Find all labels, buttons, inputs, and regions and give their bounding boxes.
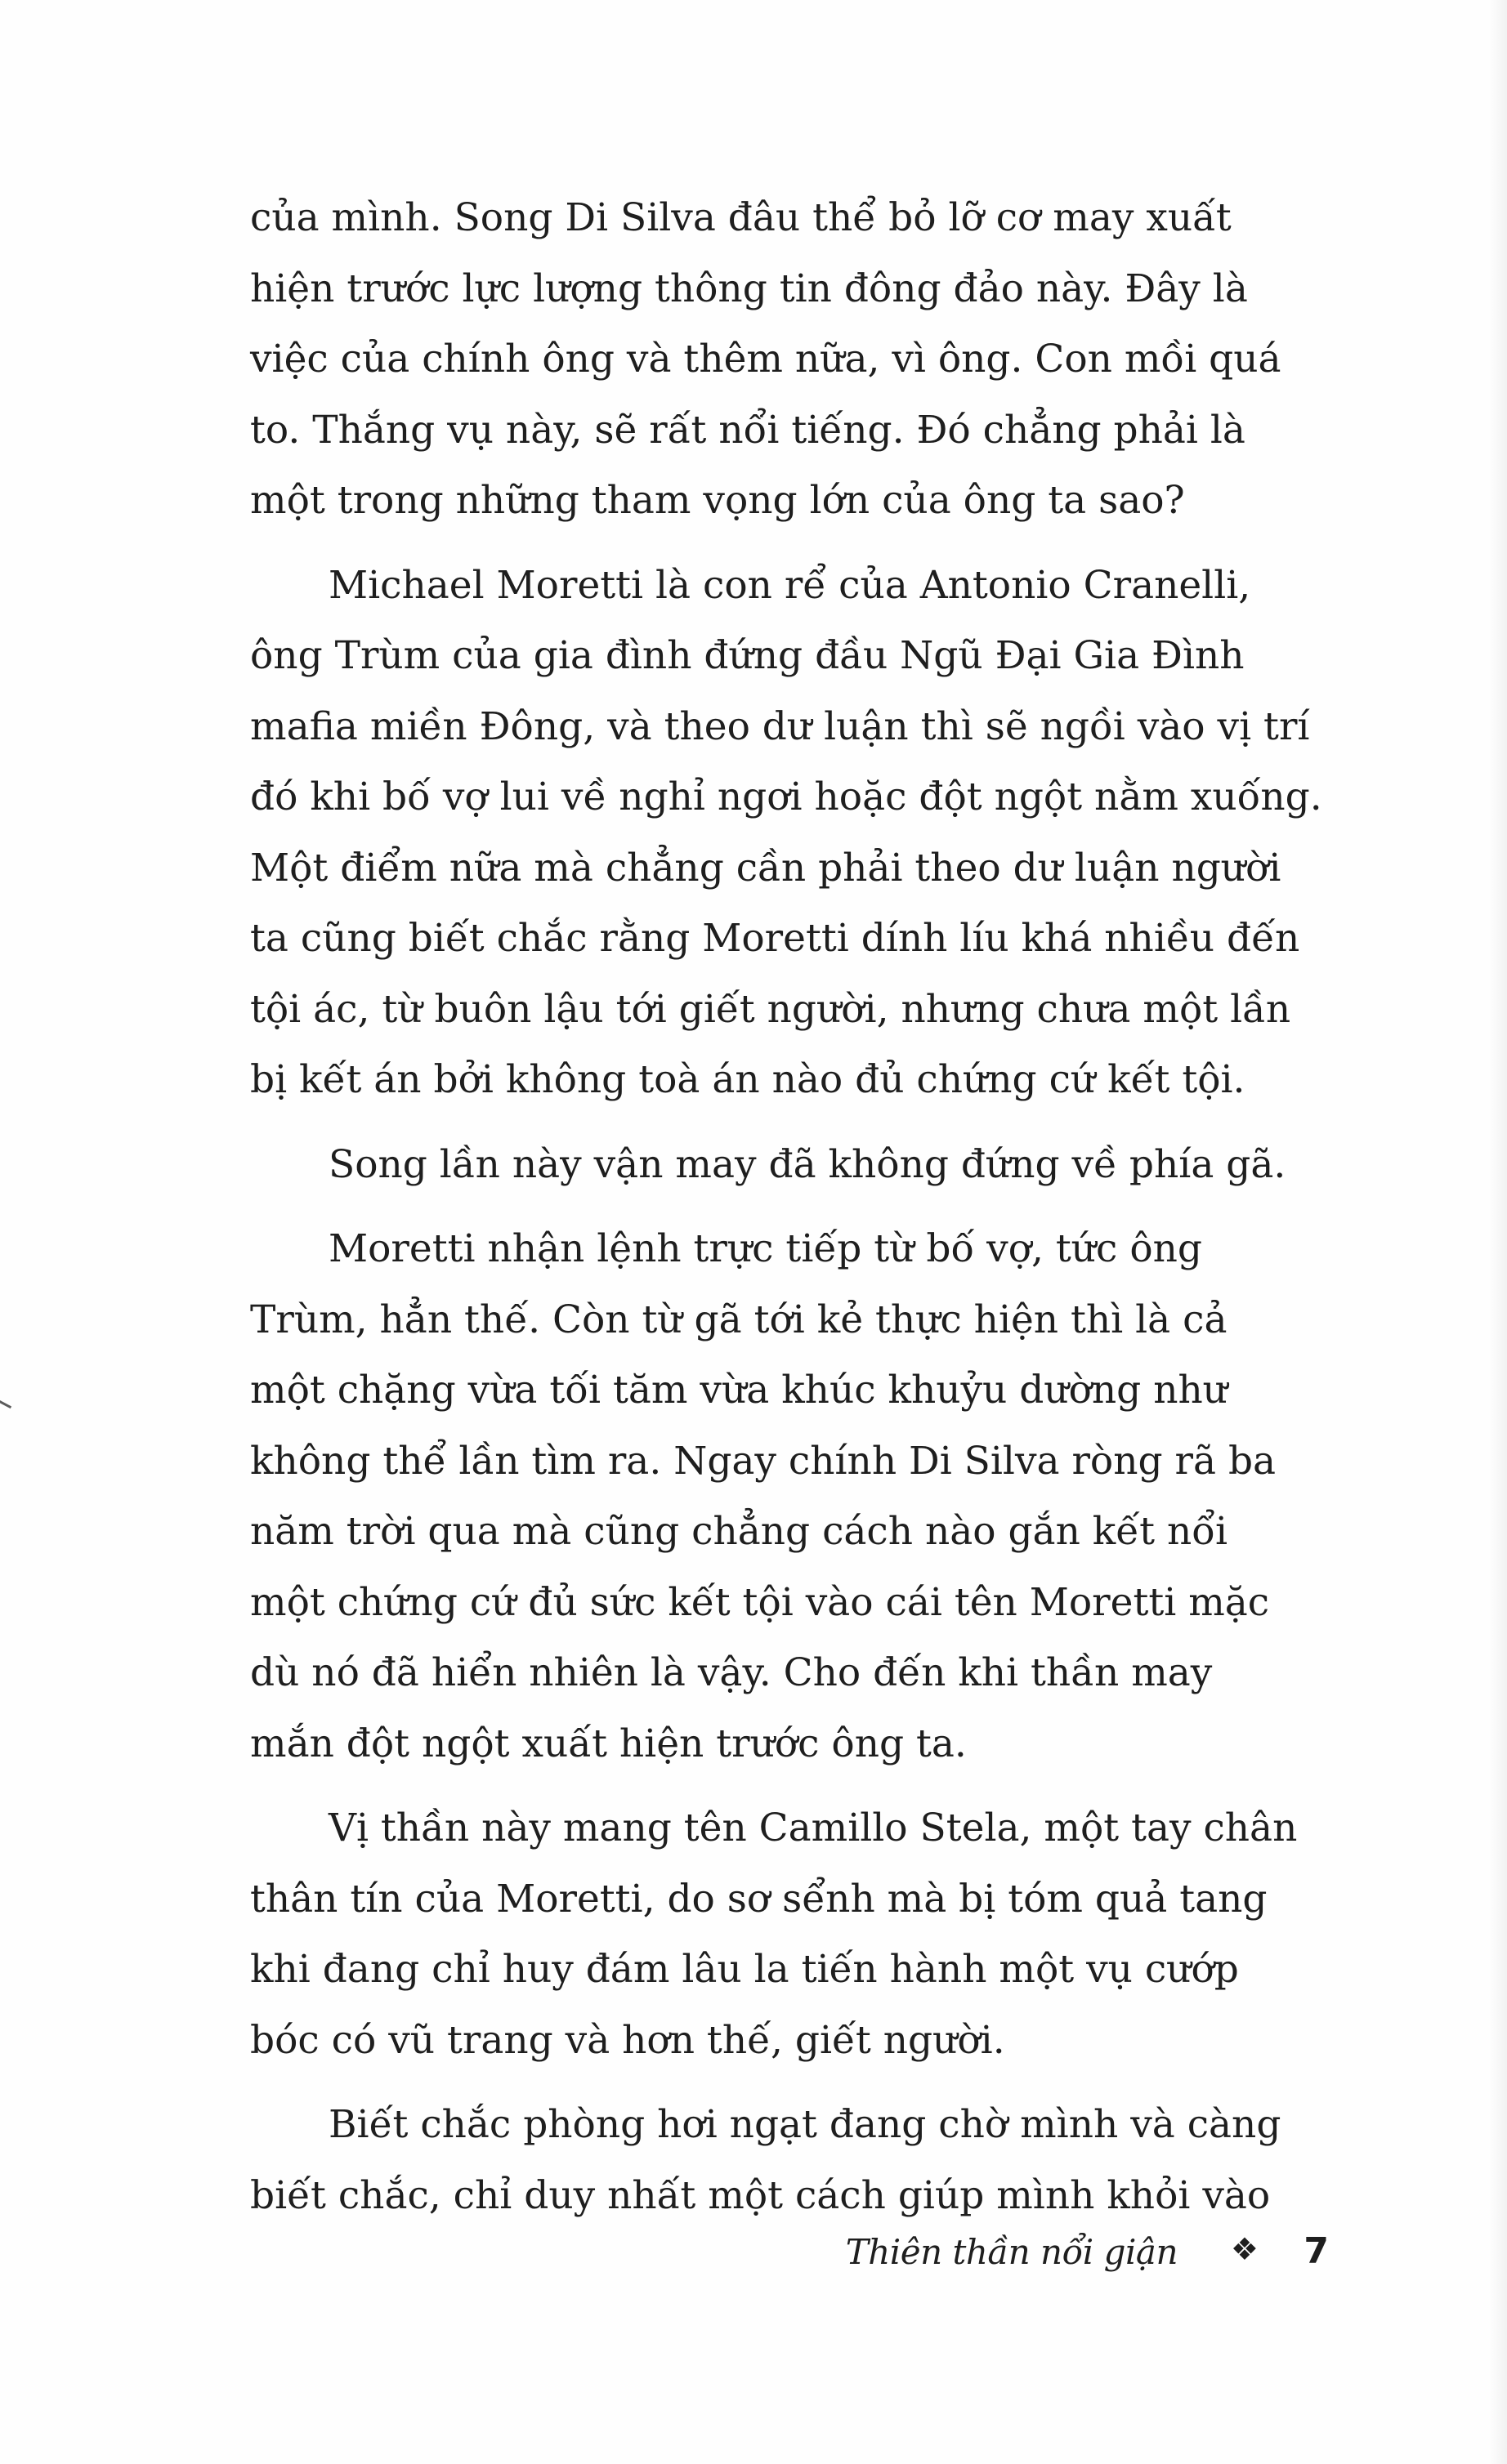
text-line: dù nó đã hiển nhiên là vậy. Cho đến khi thần may [250,1650,1213,1695]
body-text [250,183,1329,2231]
text-line: không thể lần tìm ra. Ngay chính Di Silva ròng rã ba [250,1438,1277,1484]
paragraph [250,1130,1329,1201]
paragraph [250,2090,1329,2231]
text-line: mafia miền Đông, và theo dư luận thì sẽ ngồi vào vị trí [250,703,1310,749]
text-line: bị kết án bởi không toà án nào đủ chứng cứ kết tội. [250,1057,1245,1102]
text-line: Song lần này vận may đã không đứng về phía gã. [329,1141,1286,1187]
text-line: Một điểm nữa mà chẳng cần phải theo dư luận người [250,845,1281,891]
paragraph [250,183,1329,537]
diamond-ornament-icon: ❖ [1230,2231,1259,2267]
text-line: to. Thắng vụ này, sẽ rất nổi tiếng. Đó chẳng phải là [250,407,1245,453]
text-line: năm trời qua mà cũng chẳng cách nào gắn kết nổi [250,1509,1228,1554]
text-line: việc của chính ông và thêm nữa, vì ông. Con mồi quá [250,337,1281,382]
page-edge-shadow [1489,0,1507,2464]
margin-mark [0,1400,11,1416]
paragraph [250,551,1329,1116]
paragraph [250,1793,1329,2076]
text-line: thân tín của Moretti, do sơ sểnh mà bị tóm quả tang [250,1876,1268,1922]
text-line: tội ác, từ buôn lậu tới giết người, nhưng chưa một lần [250,986,1291,1032]
page-number: 7 [1304,2230,1329,2272]
paragraph [250,1214,1329,1779]
text-line: của mình. Song Di Silva đâu thể bỏ lỡ cơ may xuất [250,195,1232,240]
text-line: Michael Moretti là con rể của Antonio Cranelli, [329,562,1251,608]
page-footer [847,2222,1329,2288]
text-line: một trong những tham vọng lớn của ông ta sao? [250,478,1185,523]
text-line: ta cũng biết chắc rằng Moretti dính líu khá nhiều đến [250,916,1300,961]
text-line: Trùm, hẳn thế. Còn từ gã tới kẻ thực hiện thì là cả [250,1297,1228,1342]
text-line: Moretti nhận lệnh trực tiếp từ bố vợ, tức ông [329,1226,1202,1271]
text-line: mắn đột ngột xuất hiện trước ông ta. [250,1721,967,1766]
text-line: Vị thần này mang tên Camillo Stela, một tay chân [329,1806,1298,1850]
text-line: đó khi bố vợ lui về nghỉ ngơi hoặc đột ngột nằm xuống. [250,774,1322,819]
text-line: bóc có vũ trang và hơn thế, giết người. [250,2017,1005,2063]
text-line: một chặng vừa tối tăm vừa khúc khuỷu dường như [250,1368,1228,1413]
running-title: Thiên thần nổi giận [845,2232,1178,2272]
text-line: một chứng cứ đủ sức kết tội vào cái tên Moretti mặc [250,1579,1270,1625]
text-line: Biết chắc phòng hơi ngạt đang chờ mình và càng [329,2102,1281,2147]
text-line: hiện trước lực lượng thông tin đông đảo này. Đây là [250,266,1248,311]
text-line: ông Trùm của gia đình đứng đầu Ngũ Đại Gia Đình [250,633,1245,678]
text-line: biết chắc, chỉ duy nhất một cách giúp mình khỏi vào [250,2172,1271,2218]
text-line: khi đang chỉ huy đám lâu la tiến hành một vụ cướp [250,1947,1239,1992]
